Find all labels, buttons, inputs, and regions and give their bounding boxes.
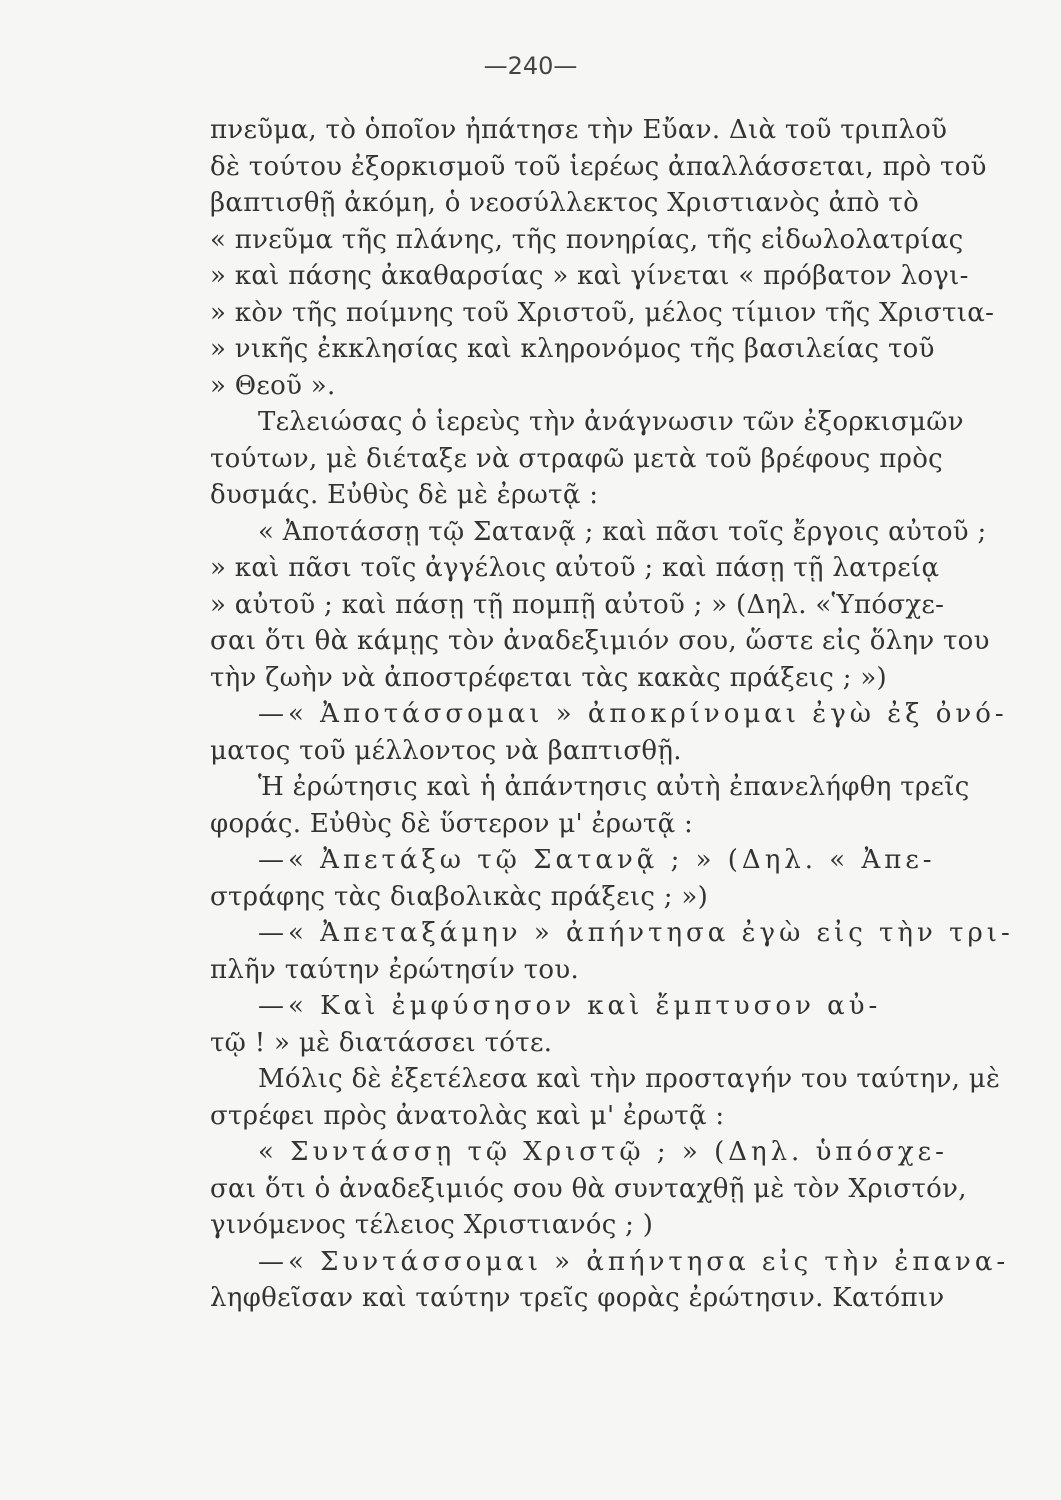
text-line: —« Συντάσσομαι » ἀπήντησα εἰς τὴν ἐπανα-: [258, 1246, 1010, 1277]
text-line: » νικῆς ἐκκλησίας καὶ κληρονόμος τῆς βασιλείας τοῦ: [210, 334, 935, 364]
text-line: —« Καὶ ἐμφύσησον καὶ ἔμπτυσον αὐ-: [258, 991, 882, 1021]
text-line: » καὶ πάσης ἀκαθαρσίας » καὶ γίνεται « πρόβατον λογι-: [210, 261, 969, 291]
text-line: » κὸν τῆς ποίμνης τοῦ Χριστοῦ, μέλος τίμιον τῆς Χριστια-: [210, 297, 995, 328]
text-line: » καὶ πᾶσι τοῖς ἀγγέλοις αὐτοῦ ; καὶ πάσῃ τῇ λατρείᾳ: [210, 553, 940, 583]
text-line: δὲ τούτου ἐξορκισμοῦ τοῦ ἱερέως ἀπαλλάσσεται, πρὸ τοῦ: [210, 151, 987, 182]
text-line: Μόλις δὲ ἐξετέλεσα καὶ τὴν προσταγήν του ταύτην, μὲ: [258, 1064, 1001, 1094]
text-line: —« Ἀποτάσσομαι » ἀποκρίνομαι ἐγὼ ἐξ ὀνό-: [258, 699, 1008, 729]
text-line: σαι ὅτι θὰ κάμῃς τὸν ἀναδεξιμιόν σου, ὥστε εἰς ὅλην του: [210, 626, 990, 656]
text-line: δυσμάς. Εὐθὺς δὲ μὲ ἐρωτᾷ :: [210, 480, 599, 510]
text-line: βαπτισθῇ ἀκόμη, ὁ νεοσύλλεκτος Χριστιανὸς ἀπὸ τὸ: [210, 188, 920, 218]
page-body-text: [210, 112, 1014, 1317]
text-line: πνεῦμα, τὸ ὁποῖον ἠπάτησε τὴν Εὔαν. Διὰ τοῦ τριπλοῦ: [210, 115, 948, 145]
text-line: στρέφει πρὸς ἀνατολὰς καὶ μ' ἐρωτᾷ :: [210, 1100, 725, 1131]
text-line: γινόμενος τέλειος Χριστιανός ; ): [210, 1210, 654, 1240]
text-line: φοράς. Εὐθὺς δὲ ὕστερον μ' ἐρωτᾷ :: [210, 808, 694, 839]
text-line: τῷ ! » μὲ διατάσσει τότε.: [210, 1027, 553, 1058]
text-line: τὴν ζωὴν νὰ ἀποστρέφεται τὰς κακὰς πράξεις ; »): [210, 662, 887, 693]
text-line: ματος τοῦ μέλλοντος νὰ βαπτισθῇ.: [210, 735, 682, 766]
text-line: « πνεῦμα τῆς πλάνης, τῆς πονηρίας, τῆς εἰδωλολατρίας: [210, 224, 964, 255]
text-line: —« Ἀπεταξάμην » ἀπήντησα ἐγὼ εἰς τὴν τρι-: [258, 918, 1014, 948]
text-line: στράφης τὰς διαβολικὰς πράξεις ; »): [210, 881, 709, 912]
text-line: » αὐτοῦ ; καὶ πάσῃ τῇ πομπῇ αὐτοῦ ; » (Δηλ. «Ὑπόσχε-: [210, 589, 945, 620]
page-number: —240—: [483, 52, 578, 80]
text-line: σαι ὅτι ὁ ἀναδεξιμιός σου θὰ συνταχθῇ μὲ τὸν Χριστόν,: [210, 1173, 967, 1204]
text-line: « Συντάσσῃ τῷ Χριστῷ ; » (Δηλ. ὑπόσχε-: [258, 1137, 948, 1167]
text-line: Ἡ ἐρώτησις καὶ ἡ ἀπάντησις αὐτὴ ἐπανελήφθη τρεῖς: [258, 772, 970, 802]
text-line: τούτων, μὲ διέταξε νὰ στραφῶ μετὰ τοῦ βρέφους πρὸς: [210, 443, 944, 474]
text-line: πλῆν ταύτην ἐρώτησίν του.: [210, 954, 580, 985]
text-line: ληφθεῖσαν καὶ ταύτην τρεῖς φορὰς ἐρώτησιν. Κατόπιν: [210, 1283, 945, 1313]
text-line: —« Ἀπετάξω τῷ Σατανᾷ ; » (Δηλ. « Ἀπε-: [258, 845, 936, 875]
text-line: » Θεοῦ ».: [210, 370, 336, 401]
text-line: Τελειώσας ὁ ἱερεὺς τὴν ἀνάγνωσιν τῶν ἐξορκισμῶν: [258, 407, 964, 437]
text-line: « Ἀποτάσσῃ τῷ Σατανᾷ ; καὶ πᾶσι τοῖς ἔργοις αὐτοῦ ;: [258, 516, 987, 547]
